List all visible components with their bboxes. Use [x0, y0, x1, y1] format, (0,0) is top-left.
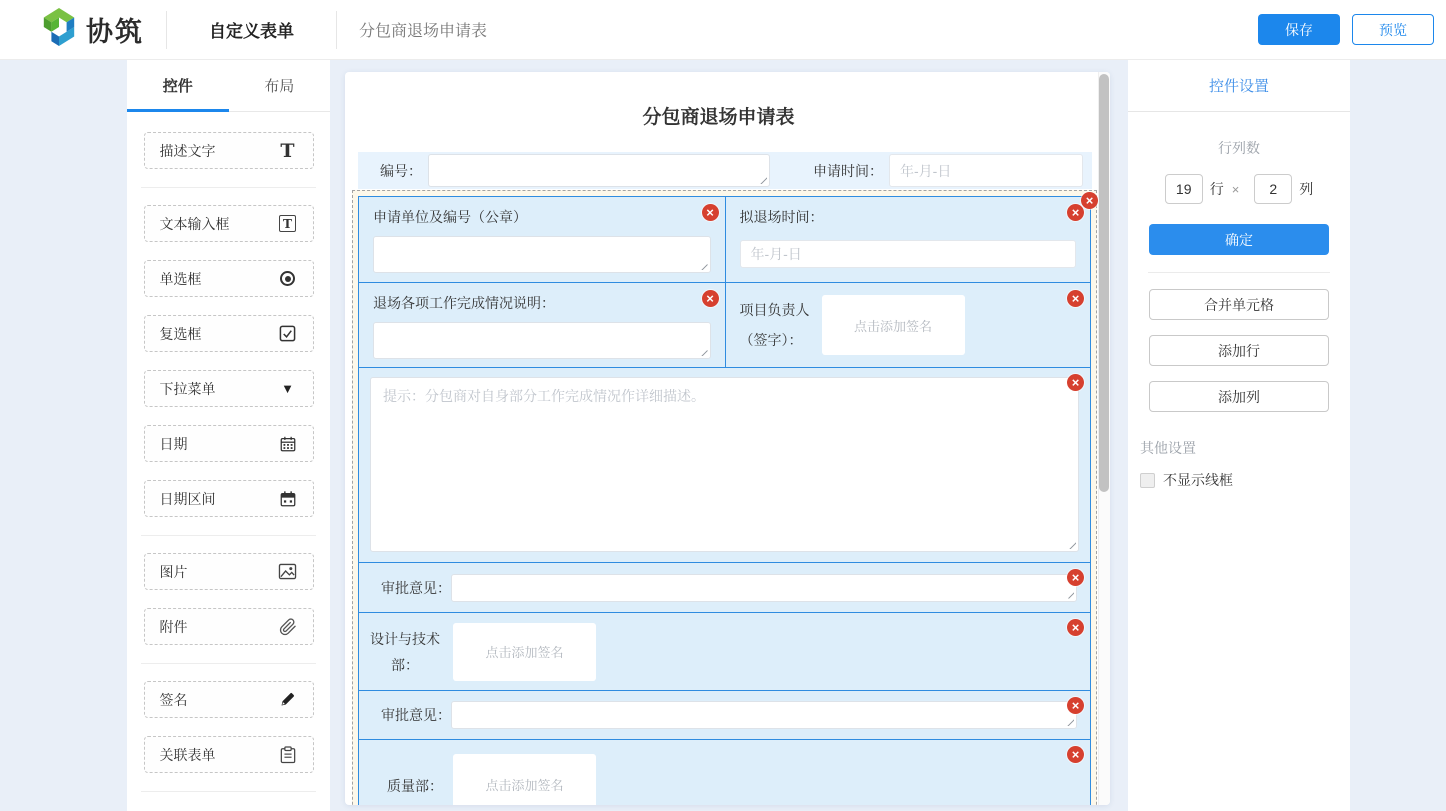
group-separator: [141, 663, 316, 664]
radio-icon: [278, 269, 298, 289]
logo-text: 协筑: [86, 17, 144, 47]
design-dept-signature-box[interactable]: 点击添加签名: [453, 623, 596, 681]
image-icon: [278, 562, 298, 582]
hide-border-option[interactable]: [1140, 470, 1350, 490]
merge-cells-button[interactable]: 合并单元格: [1149, 289, 1329, 320]
control-item-related-form[interactable]: 关联表单: [144, 736, 314, 773]
control-item-checkbox[interactable]: 复选框: [144, 315, 314, 352]
date-range-icon: [278, 489, 298, 509]
delete-cell-icon[interactable]: ×: [1067, 374, 1084, 391]
table-row: [359, 739, 1090, 805]
control-item-signature[interactable]: 签名: [144, 681, 314, 718]
approval-input[interactable]: [451, 701, 1077, 729]
work-completion-textarea[interactable]: [373, 322, 711, 359]
delete-cell-icon[interactable]: ×: [702, 290, 719, 307]
delete-table-icon[interactable]: ×: [1081, 192, 1098, 209]
hide-border-checkbox[interactable]: [1140, 473, 1155, 488]
form-table: [358, 196, 1091, 805]
cols-count-input[interactable]: [1254, 174, 1292, 204]
settings-panel: [1128, 60, 1350, 811]
cell-work-completion[interactable]: [359, 283, 725, 367]
canvas-scrollbar[interactable]: [1098, 72, 1110, 805]
hide-border-label: 不显示线框: [1163, 472, 1233, 488]
app-header: [0, 0, 1446, 60]
cell-quality-dept[interactable]: [359, 740, 1090, 805]
control-item-text-input[interactable]: 文本输入框 T: [144, 205, 314, 242]
control-item-dropdown[interactable]: 下拉菜单 ▼: [144, 370, 314, 407]
confirm-button[interactable]: 确定: [1149, 224, 1329, 255]
nav-title: 自定义表单: [209, 22, 294, 41]
exit-time-label: 拟退场时间：: [739, 209, 824, 225]
control-item-radio[interactable]: 单选框: [144, 260, 314, 297]
apply-time-date-input[interactable]: [889, 154, 1083, 187]
related-form-icon: [278, 745, 298, 765]
delete-cell-icon[interactable]: ×: [1067, 290, 1084, 307]
apply-time-label: 申请时间：: [813, 162, 883, 179]
rows-count-input[interactable]: [1165, 174, 1203, 204]
control-item-description-text[interactable]: 描述文字 T: [144, 132, 314, 169]
approval-input[interactable]: [451, 574, 1077, 602]
text-icon: T: [280, 139, 295, 162]
tab-layout[interactable]: 布局: [264, 78, 295, 95]
table-row: [359, 282, 1090, 367]
apply-unit-textarea[interactable]: [373, 236, 711, 273]
description-textarea[interactable]: [370, 377, 1079, 552]
rowcol-label: 行列数: [1218, 140, 1260, 156]
form-row-number-time[interactable]: [358, 152, 1092, 189]
save-button[interactable]: 保存: [1258, 14, 1340, 45]
control-item-attachment[interactable]: 附件: [144, 608, 314, 645]
cols-unit-label: 列: [1299, 181, 1314, 197]
apply-unit-label: 申请单位及编号（公章）: [373, 209, 527, 225]
cell-approval-2[interactable]: [359, 691, 1090, 739]
rowcol-controls: [1128, 174, 1350, 204]
cell-description[interactable]: [359, 368, 1090, 562]
table-row: [359, 562, 1090, 612]
cell-design-dept[interactable]: [359, 613, 1090, 690]
delete-cell-icon[interactable]: ×: [1067, 569, 1084, 586]
delete-cell-icon[interactable]: ×: [702, 204, 719, 221]
approval-label: 审批意见：: [381, 707, 451, 723]
tab-controls[interactable]: 控件: [127, 60, 229, 111]
approval-label: 审批意见：: [381, 579, 451, 596]
sidebar-tabs: [127, 60, 330, 112]
delete-cell-icon[interactable]: ×: [1067, 697, 1084, 714]
selected-table-region[interactable]: [352, 190, 1097, 805]
control-item-date-range[interactable]: 日期区间: [144, 480, 314, 517]
scrollbar-thumb[interactable]: [1099, 74, 1109, 492]
control-item-image[interactable]: 图片: [144, 553, 314, 590]
quality-dept-label: 质量部：: [387, 778, 443, 794]
times-symbol: ×: [1231, 181, 1240, 197]
delete-cell-icon[interactable]: ×: [1067, 619, 1084, 636]
cell-apply-unit[interactable]: [359, 197, 725, 282]
text-input-icon: T: [278, 214, 298, 234]
group-separator: [141, 187, 316, 188]
date-icon: [278, 434, 298, 454]
current-form-name: 分包商退场申请表: [359, 23, 488, 40]
control-item-date[interactable]: 日期: [144, 425, 314, 462]
cell-approval-1[interactable]: [359, 563, 1090, 612]
number-input[interactable]: [428, 154, 770, 187]
form-title: 分包商退场申请表: [642, 107, 795, 128]
header-divider: [166, 11, 167, 49]
number-label: 编号：: [380, 162, 422, 179]
project-manager-label: 项目负责人 （签字）：: [739, 302, 810, 348]
project-manager-signature-box[interactable]: 点击添加签名: [822, 295, 965, 355]
settings-panel-title: 控件设置: [1128, 60, 1350, 112]
preview-button[interactable]: 预览: [1352, 14, 1434, 45]
quality-dept-signature-box[interactable]: 点击添加签名: [453, 754, 596, 805]
controls-sidebar: [127, 60, 330, 811]
other-settings-label: 其他设置: [1140, 440, 1196, 456]
form-canvas: [345, 72, 1110, 805]
checkbox-icon: [278, 324, 298, 344]
add-row-button[interactable]: 添加行: [1149, 335, 1329, 366]
panel-separator: [1148, 272, 1330, 273]
exit-time-date-input[interactable]: [740, 240, 1077, 268]
design-dept-label: 设计与技术 部：: [370, 630, 440, 673]
table-row: [359, 690, 1090, 739]
cell-exit-time[interactable]: [725, 197, 1091, 282]
header-divider: [336, 11, 337, 49]
delete-cell-icon[interactable]: ×: [1067, 204, 1084, 221]
app-logo[interactable]: [40, 6, 144, 53]
table-row: [359, 612, 1090, 690]
dropdown-icon: ▼: [281, 381, 294, 396]
group-separator: [141, 791, 316, 792]
control-list: [127, 112, 330, 792]
signature-icon: [278, 690, 298, 710]
rows-unit-label: 行: [1209, 181, 1224, 197]
table-row: [359, 367, 1090, 562]
cell-project-manager[interactable]: [725, 283, 1091, 367]
delete-cell-icon[interactable]: ×: [1067, 746, 1084, 763]
work-completion-label: 退场各项工作完成情况说明：: [373, 295, 555, 311]
table-row: [359, 197, 1090, 282]
logo-cube-icon: [40, 6, 78, 53]
attachment-icon: [278, 617, 298, 637]
group-separator: [141, 535, 316, 536]
add-col-button[interactable]: 添加列: [1149, 381, 1329, 412]
